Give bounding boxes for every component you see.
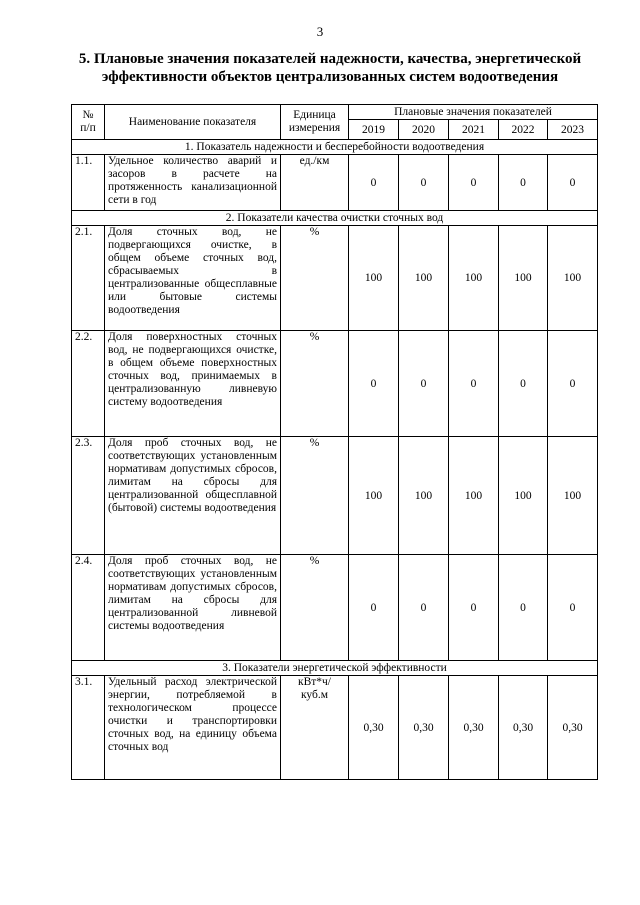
planned-value: 100 — [399, 226, 449, 331]
section-title: 1. Показатель надежности и бесперебойности водоотведения — [72, 140, 598, 155]
unit-of-measure: % — [281, 437, 349, 555]
header-unit — [281, 105, 349, 140]
indicators-table — [71, 104, 598, 780]
planned-value: 0 — [449, 555, 499, 661]
indicator-name: Удельный расход электрической энергии, потребляемой в технологическом процессе очистки и транспортировки сточных вод, на единицу объема сточных вод — [105, 676, 281, 780]
planned-value: 0 — [548, 155, 598, 211]
planned-value: 0 — [548, 331, 598, 437]
header-year: 2021 — [449, 120, 499, 140]
header-unit-line-2: измерения — [288, 122, 341, 134]
unit-of-measure: кВт*ч/ куб.м — [281, 676, 349, 780]
planned-value: 0 — [449, 155, 499, 211]
planned-value: 0 — [399, 555, 449, 661]
indicator-name: Доля сточных вод, не подвергающихся очистке, в общем объеме сточных вод, сбрасываемых в централизованные общесплавные или бытовые системы водоотведения — [105, 226, 281, 331]
planned-value: 0 — [399, 331, 449, 437]
planned-value: 0 — [548, 555, 598, 661]
header-year: 2023 — [548, 120, 598, 140]
indicator-name: Доля поверхностных сточных вод, не подвергающихся очистке, в общем объеме поверхностных сточных вод, принимаемых в централизованную ливневую систему водоотведения — [105, 331, 281, 437]
unit-of-measure: % — [281, 226, 349, 331]
row-number: 2.3. — [72, 437, 105, 555]
planned-value: 0 — [499, 155, 548, 211]
header-name: Наименование показателя — [105, 105, 281, 140]
planned-value: 0 — [399, 155, 449, 211]
table-row — [72, 331, 598, 437]
header-unit-line-1: Единица — [293, 109, 336, 121]
planned-value: 0 — [449, 331, 499, 437]
header-planned-values: Плановые значения показателей — [349, 105, 598, 120]
page-number: 3 — [316, 24, 324, 39]
planned-value: 0 — [349, 155, 399, 211]
unit-of-measure: % — [281, 331, 349, 437]
planned-value: 100 — [499, 437, 548, 555]
row-number: 2.2. — [72, 331, 105, 437]
row-number: 2.1. — [72, 226, 105, 331]
planned-value: 100 — [349, 437, 399, 555]
planned-value: 100 — [449, 226, 499, 331]
planned-value: 100 — [349, 226, 399, 331]
planned-value: 0 — [349, 331, 399, 437]
indicator-name: Доля проб сточных вод, не соответствующих установленным нормативам допустимых сбросов, лимитам на сбросы для централизованной общесплавной (бытовой) системы водоотведения — [105, 437, 281, 555]
table-row — [72, 555, 598, 661]
planned-value: 100 — [399, 437, 449, 555]
planned-value: 0 — [499, 331, 548, 437]
header-year: 2022 — [499, 120, 548, 140]
table-row — [72, 676, 598, 780]
planned-value: 0,30 — [449, 676, 499, 780]
row-number: 1.1. — [72, 155, 105, 211]
section-header-row — [72, 661, 598, 676]
planned-value: 100 — [548, 437, 598, 555]
section-header-row — [72, 211, 598, 226]
section-header-row — [72, 140, 598, 155]
planned-value: 100 — [548, 226, 598, 331]
header-num-line-1: № — [82, 109, 94, 121]
header-year: 2020 — [399, 120, 449, 140]
document-title — [70, 50, 590, 86]
title-line-2: эффективности объектов централизованных систем водоотведения — [101, 69, 559, 85]
header-year: 2019 — [349, 120, 399, 140]
section-title: 2. Показатели качества очистки сточных вод — [72, 211, 598, 226]
row-number: 3.1. — [72, 676, 105, 780]
row-number: 2.4. — [72, 555, 105, 661]
indicator-name: Удельное количество аварий и засоров в расчете на протяженность канализационной сети в год — [105, 155, 281, 211]
planned-value: 0 — [499, 555, 548, 661]
table-row — [72, 437, 598, 555]
planned-value: 0,30 — [399, 676, 449, 780]
planned-value: 100 — [449, 437, 499, 555]
indicator-name: Доля проб сточных вод, не соответствующих установленным нормативам допустимых сбросов, лимитам на сбросы для централизованной ливневой системы водоотведения — [105, 555, 281, 661]
table-row — [72, 226, 598, 331]
unit-of-measure: ед./км — [281, 155, 349, 211]
planned-value: 0,30 — [499, 676, 548, 780]
section-title: 3. Показатели энергетической эффективности — [72, 661, 598, 676]
header-num — [72, 105, 105, 140]
table-row — [72, 155, 598, 211]
planned-value: 0,30 — [548, 676, 598, 780]
header-row-1 — [72, 105, 598, 120]
title-line-1: 5. Плановые значения показателей надежности, качества, энергетической — [78, 51, 582, 67]
table-body — [72, 140, 598, 780]
planned-value: 0,30 — [349, 676, 399, 780]
unit-of-measure: % — [281, 555, 349, 661]
planned-value: 100 — [499, 226, 548, 331]
planned-value: 0 — [349, 555, 399, 661]
header-num-line-2: п/п — [80, 122, 96, 134]
